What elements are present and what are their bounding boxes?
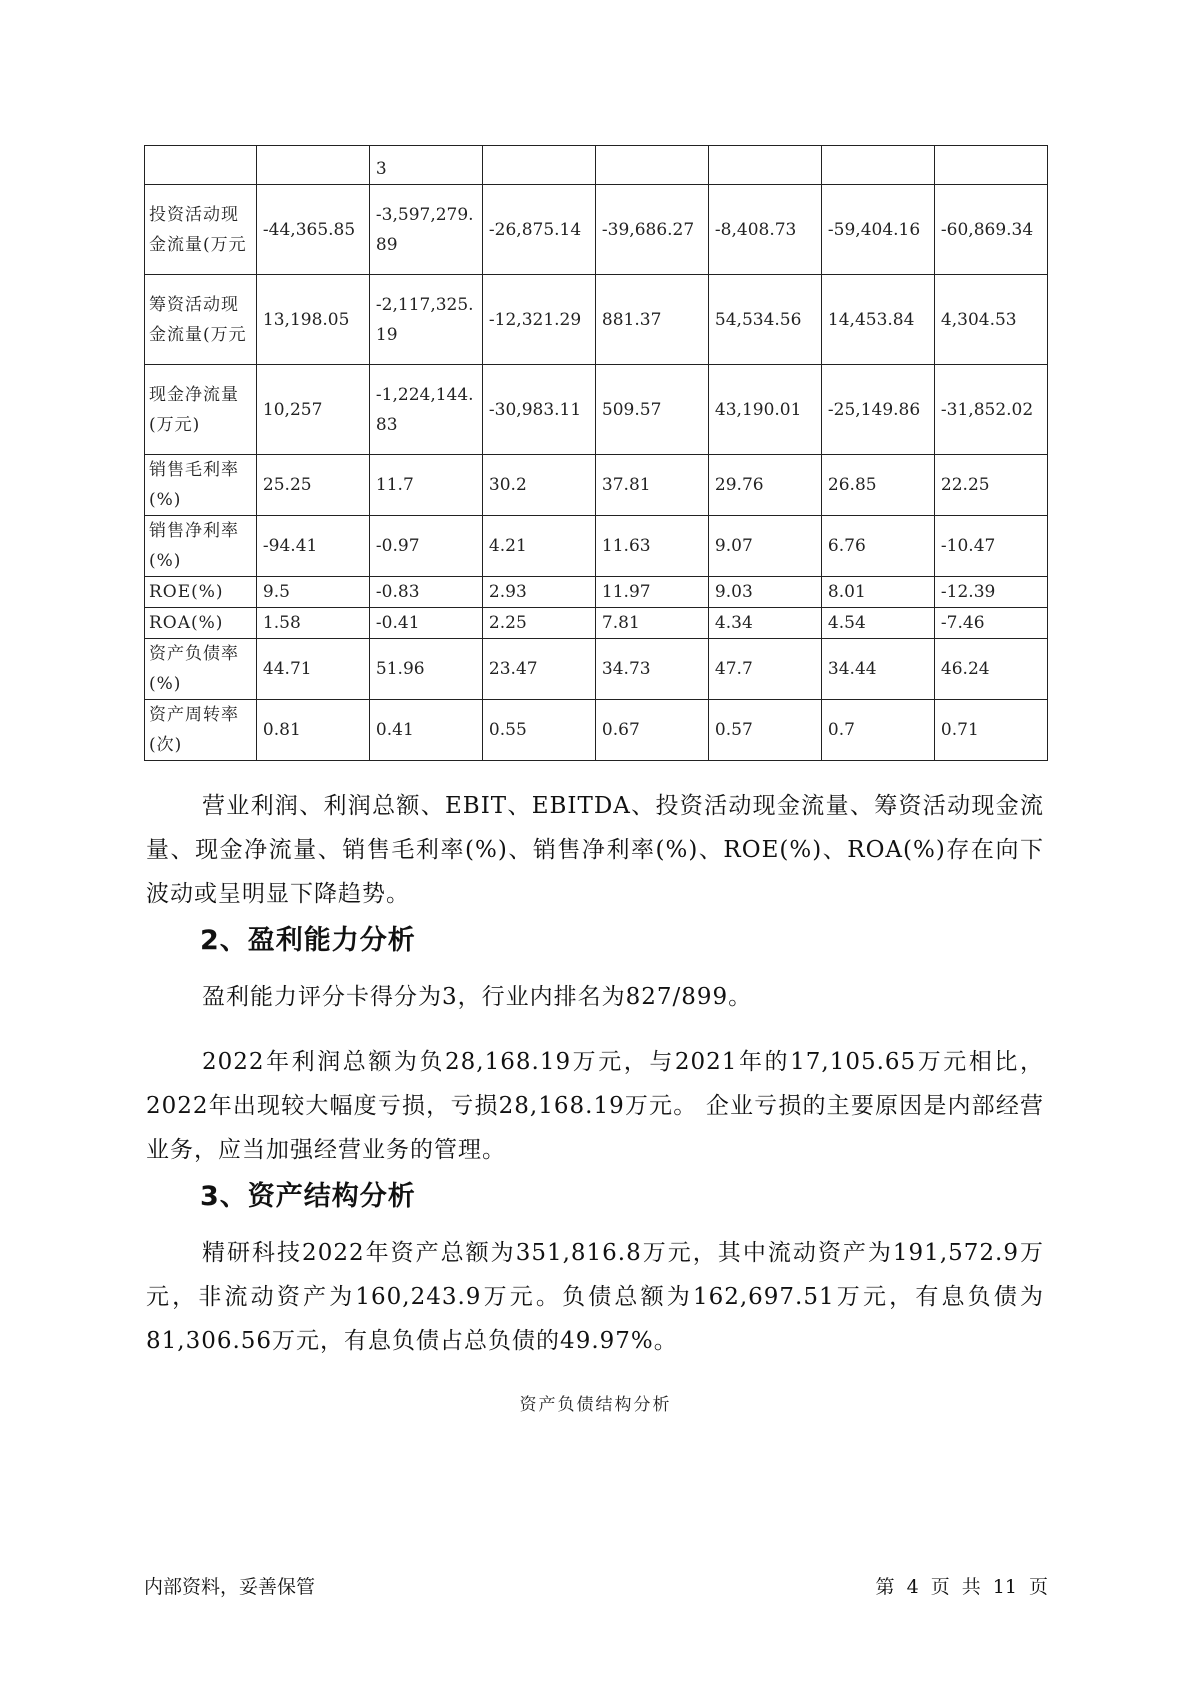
- table-cell: 881.37: [595, 275, 708, 365]
- table-cell: 0.55: [482, 700, 595, 761]
- table-cell: -59,404.16: [821, 185, 934, 275]
- table-row: [145, 275, 1048, 365]
- table-cell: -12.39: [934, 577, 1047, 608]
- table-row: [145, 577, 1048, 608]
- table-cell: 23.47: [482, 639, 595, 700]
- table-cell: 30.2: [482, 455, 595, 516]
- table-cell: 9.03: [708, 577, 821, 608]
- table-cell: 11.97: [595, 577, 708, 608]
- table-cell: 10,257: [256, 365, 369, 455]
- table-cell: -7.46: [934, 608, 1047, 639]
- table-cell: -0.41: [369, 608, 482, 639]
- table-cell: -26,875.14: [482, 185, 595, 275]
- table-cell: 4.54: [821, 608, 934, 639]
- section-3-heading: 3、资产结构分析: [200, 1181, 416, 1212]
- footer-confidential-note: 内部资料，妥善保管: [144, 1576, 316, 1598]
- row-label: 资产周转率(次): [145, 700, 257, 761]
- row-label: 资产负债率(%): [145, 639, 257, 700]
- table-cell: 22.25: [934, 455, 1047, 516]
- table-row: [145, 455, 1048, 516]
- table-row: [145, 185, 1048, 275]
- table-cell: 0.67: [595, 700, 708, 761]
- table-cell: 4.34: [708, 608, 821, 639]
- row-label: 销售毛利率(%): [145, 455, 257, 516]
- table-cell: 8.01: [821, 577, 934, 608]
- table-cell: 3: [369, 146, 482, 185]
- table-cell: -8,408.73: [708, 185, 821, 275]
- table-cell: -2,117,325.19: [369, 275, 482, 365]
- table-cell: -0.83: [369, 577, 482, 608]
- table-cell: 13,198.05: [256, 275, 369, 365]
- table-cell: -1,224,144.83: [369, 365, 482, 455]
- table-cell: 0.57: [708, 700, 821, 761]
- row-label: 销售净利率(%): [145, 516, 257, 577]
- table-cell: 509.57: [595, 365, 708, 455]
- table-cell: 1.58: [256, 608, 369, 639]
- table-row: [145, 608, 1048, 639]
- table-cell: [595, 146, 708, 185]
- asset-structure-paragraph: 精研科技2022年资产总额为351,816.8万元，其中流动资产为191,572.9万元，非流动资产为160,243.9万元。负债总额为162,697.51万元，有息负债为81,306.56万元，有息负债占总负债的49.97%。: [146, 1240, 1044, 1354]
- table-cell: 46.24: [934, 639, 1047, 700]
- row-label: 现金净流量(万元): [145, 365, 257, 455]
- table-cell: 0.71: [934, 700, 1047, 761]
- table-cell: -31,852.02: [934, 365, 1047, 455]
- table-row: [145, 700, 1048, 761]
- table-cell: 25.25: [256, 455, 369, 516]
- table-cell: -39,686.27: [595, 185, 708, 275]
- table-row: [145, 516, 1048, 577]
- table-cell: 34.73: [595, 639, 708, 700]
- table-cell: [708, 146, 821, 185]
- table-cell: 11.7: [369, 455, 482, 516]
- table-cell: 37.81: [595, 455, 708, 516]
- row-label: ROA(%): [145, 608, 257, 639]
- profitability-score-paragraph: 盈利能力评分卡得分为3，行业内排名为827/899。: [202, 984, 753, 1010]
- row-label: ROE(%): [145, 577, 257, 608]
- table-cell: -12,321.29: [482, 275, 595, 365]
- table-cell: 51.96: [369, 639, 482, 700]
- table-cell: 29.76: [708, 455, 821, 516]
- table-cell: 43,190.01: [708, 365, 821, 455]
- table-cell: [821, 146, 934, 185]
- table-row: [145, 146, 1048, 185]
- table-cell: 6.76: [821, 516, 934, 577]
- table-cell: [934, 146, 1047, 185]
- row-label: 筹资活动现金流量(万元: [145, 275, 257, 365]
- table-row: [145, 365, 1048, 455]
- trend-summary-paragraph: 营业利润、利润总额、EBIT、EBITDA、投资活动现金流量、筹资活动现金流量、现金净流量、销售毛利率(%)、销售净利率(%)、ROE(%)、ROA(%)存在向下波动或呈明显下降趋势。: [146, 793, 1044, 907]
- row-label: [145, 146, 257, 185]
- table-cell: -60,869.34: [934, 185, 1047, 275]
- table-cell: -44,365.85: [256, 185, 369, 275]
- table-cell: 0.41: [369, 700, 482, 761]
- table-cell: 26.85: [821, 455, 934, 516]
- table-cell: 34.44: [821, 639, 934, 700]
- table-cell: [482, 146, 595, 185]
- table-cell: -0.97: [369, 516, 482, 577]
- table-cell: 4.21: [482, 516, 595, 577]
- table-cell: 14,453.84: [821, 275, 934, 365]
- table-cell: 4,304.53: [934, 275, 1047, 365]
- table-cell: [256, 146, 369, 185]
- table-cell: -10.47: [934, 516, 1047, 577]
- footer-page-number: 第 4 页 共 11 页: [875, 1576, 1048, 1598]
- table-cell: -3,597,279.89: [369, 185, 482, 275]
- table-cell: 54,534.56: [708, 275, 821, 365]
- table-row: [145, 639, 1048, 700]
- table-cell: -30,983.11: [482, 365, 595, 455]
- table-cell: 9.07: [708, 516, 821, 577]
- table-cell: -94.41: [256, 516, 369, 577]
- table-cell: 2.93: [482, 577, 595, 608]
- chart-caption: 资产负债结构分析: [519, 1395, 672, 1415]
- table-cell: 2.25: [482, 608, 595, 639]
- table-cell: 0.7: [821, 700, 934, 761]
- table-cell: 9.5: [256, 577, 369, 608]
- profit-loss-paragraph: 2022年利润总额为负28,168.19万元，与2021年的17,105.65万元相比，2022年出现较大幅度亏损，亏损28,168.19万元。 企业亏损的主要原因是内部经营业务，应当加强经营业务的管理。: [146, 1049, 1044, 1163]
- table-cell: 0.81: [256, 700, 369, 761]
- section-2-heading: 2、盈利能力分析: [200, 925, 416, 956]
- table-cell: 7.81: [595, 608, 708, 639]
- row-label: 投资活动现金流量(万元: [145, 185, 257, 275]
- table-cell: 44.71: [256, 639, 369, 700]
- table-cell: 11.63: [595, 516, 708, 577]
- financial-indicators-table: [144, 145, 1048, 761]
- table-cell: 47.7: [708, 639, 821, 700]
- table-cell: -25,149.86: [821, 365, 934, 455]
